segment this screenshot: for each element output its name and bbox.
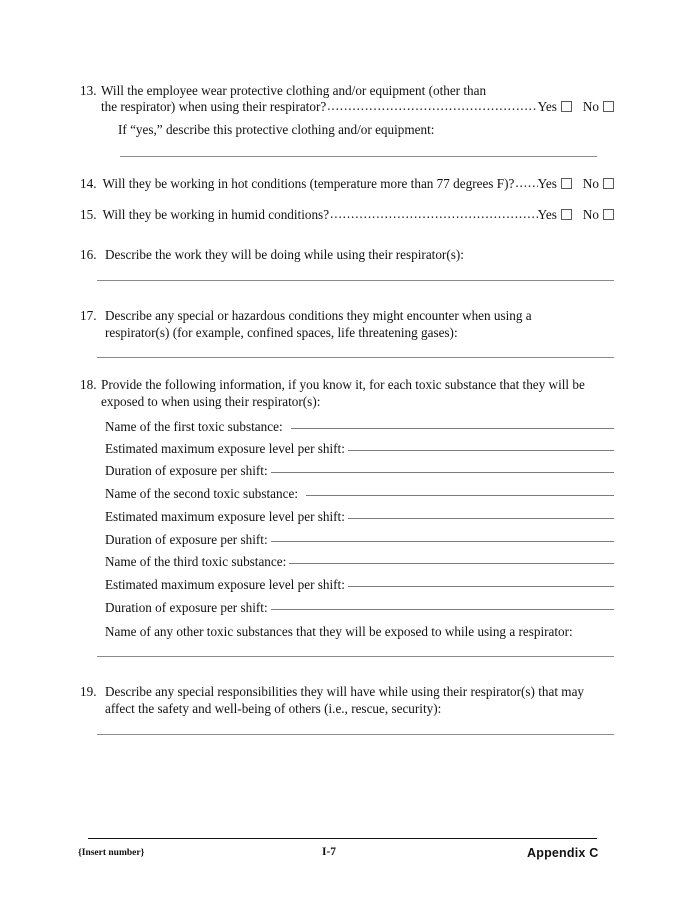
item-18-field-label: Duration of exposure per shift: bbox=[105, 532, 268, 547]
item-18-field-input[interactable] bbox=[271, 597, 614, 610]
dot-leader bbox=[330, 206, 538, 222]
item-14-no-label: No bbox=[582, 176, 599, 191]
table-row bbox=[105, 553, 614, 570]
item-16-answer-rule[interactable] bbox=[97, 280, 614, 281]
item-18-field-input[interactable] bbox=[306, 483, 614, 496]
item-18-field-label: Name of the first toxic substance: bbox=[105, 419, 283, 434]
item-14-number: 14. bbox=[80, 176, 97, 191]
item-14-row bbox=[80, 176, 614, 192]
item-15-no-checkbox[interactable] bbox=[603, 209, 614, 220]
item-13-line2: the respirator) when using their respirator? bbox=[101, 99, 327, 114]
footer-page-number: I-7 bbox=[322, 846, 337, 858]
footer-appendix-label: Appendix C bbox=[527, 846, 599, 860]
item-18-field-label: Name of the third toxic substance: bbox=[105, 554, 287, 569]
table-row bbox=[105, 462, 614, 479]
item-18-field-input[interactable] bbox=[289, 551, 614, 564]
item-14-yes-checkbox[interactable] bbox=[561, 178, 572, 189]
item-18-field-label: Estimated maximum exposure level per shift: bbox=[105, 441, 345, 456]
item-17-number: 17. bbox=[80, 308, 97, 323]
item-15-yes-label: Yes bbox=[537, 207, 557, 222]
item-18-other-label: Name of any other toxic substances that they will be exposed to while using a respirator: bbox=[105, 624, 573, 639]
item-18-field-input[interactable] bbox=[291, 416, 614, 429]
item-15-number: 15. bbox=[80, 207, 97, 222]
item-18-line1: Provide the following information, if you know it, for each toxic substance that they will be bbox=[101, 377, 585, 392]
item-13-subprompt: If “yes,” describe this protective clothing and/or equipment: bbox=[118, 122, 435, 137]
item-18-field-label: Estimated maximum exposure level per shift: bbox=[105, 577, 345, 592]
item-18-field-label: Duration of exposure per shift: bbox=[105, 463, 268, 478]
table-row bbox=[105, 440, 614, 457]
item-18-field-input[interactable] bbox=[271, 529, 614, 542]
item-15-no-label: No bbox=[582, 207, 599, 222]
table-row bbox=[105, 599, 614, 616]
item-15-yes-checkbox[interactable] bbox=[561, 209, 572, 220]
item-13-yes-checkbox[interactable] bbox=[561, 101, 572, 112]
item-19-answer-rule[interactable] bbox=[97, 734, 614, 735]
item-16-text: Describe the work they will be doing while using their respirator(s): bbox=[105, 247, 464, 262]
item-18-field-label: Name of the second toxic substance: bbox=[105, 486, 298, 501]
item-18-field-label: Duration of exposure per shift: bbox=[105, 600, 268, 615]
item-13-line1: Will the employee wear protective clothing and/or equipment (other than bbox=[101, 83, 487, 98]
item-14-text: Will they be working in hot conditions (temperature more than 77 degrees F)? bbox=[102, 176, 515, 191]
item-18-number: 18. bbox=[80, 377, 97, 392]
item-13-no-checkbox[interactable] bbox=[603, 101, 614, 112]
item-18-line2: exposed to when using their respirator(s): bbox=[101, 394, 321, 409]
item-13-answer-rule[interactable] bbox=[120, 156, 597, 157]
item-15-row bbox=[80, 207, 614, 223]
footer-divider bbox=[88, 838, 597, 839]
item-18-field-input[interactable] bbox=[271, 460, 614, 473]
item-19-line2: affect the safety and well-being of others (i.e., rescue, security): bbox=[105, 701, 442, 716]
item-17-answer-rule[interactable] bbox=[97, 357, 614, 358]
item-13-no-label: No bbox=[582, 99, 599, 114]
dot-leader bbox=[327, 98, 537, 114]
item-13-yes-label: Yes bbox=[537, 99, 557, 114]
table-row bbox=[105, 485, 614, 502]
footer-left-text: {Insert number} bbox=[78, 848, 145, 858]
item-13-number: 13. bbox=[80, 83, 97, 98]
item-18-field-input[interactable] bbox=[348, 574, 614, 587]
item-16-number: 16. bbox=[80, 247, 97, 262]
table-row bbox=[105, 576, 614, 593]
item-18-field-input[interactable] bbox=[348, 506, 614, 519]
item-19-number: 19. bbox=[80, 684, 97, 699]
item-13-line2-row bbox=[101, 99, 614, 115]
item-15-text: Will they be working in humid conditions? bbox=[102, 207, 330, 222]
item-18-field-label: Estimated maximum exposure level per shift: bbox=[105, 509, 345, 524]
table-row bbox=[105, 418, 614, 435]
table-row bbox=[105, 531, 614, 548]
item-19-line1: Describe any special responsibilities they will have while using their respirator(s) that may bbox=[105, 684, 585, 699]
item-17-line2: respirator(s) (for example, confined spaces, life threatening gases): bbox=[105, 325, 458, 340]
dot-leader bbox=[515, 175, 537, 191]
table-row bbox=[105, 508, 614, 525]
item-17-line1: Describe any special or hazardous conditions they might encounter when using a bbox=[105, 308, 532, 323]
item-18-field-input[interactable] bbox=[348, 438, 614, 451]
item-14-no-checkbox[interactable] bbox=[603, 178, 614, 189]
item-14-yes-label: Yes bbox=[537, 176, 557, 191]
item-18-other-answer-rule[interactable] bbox=[97, 656, 614, 657]
